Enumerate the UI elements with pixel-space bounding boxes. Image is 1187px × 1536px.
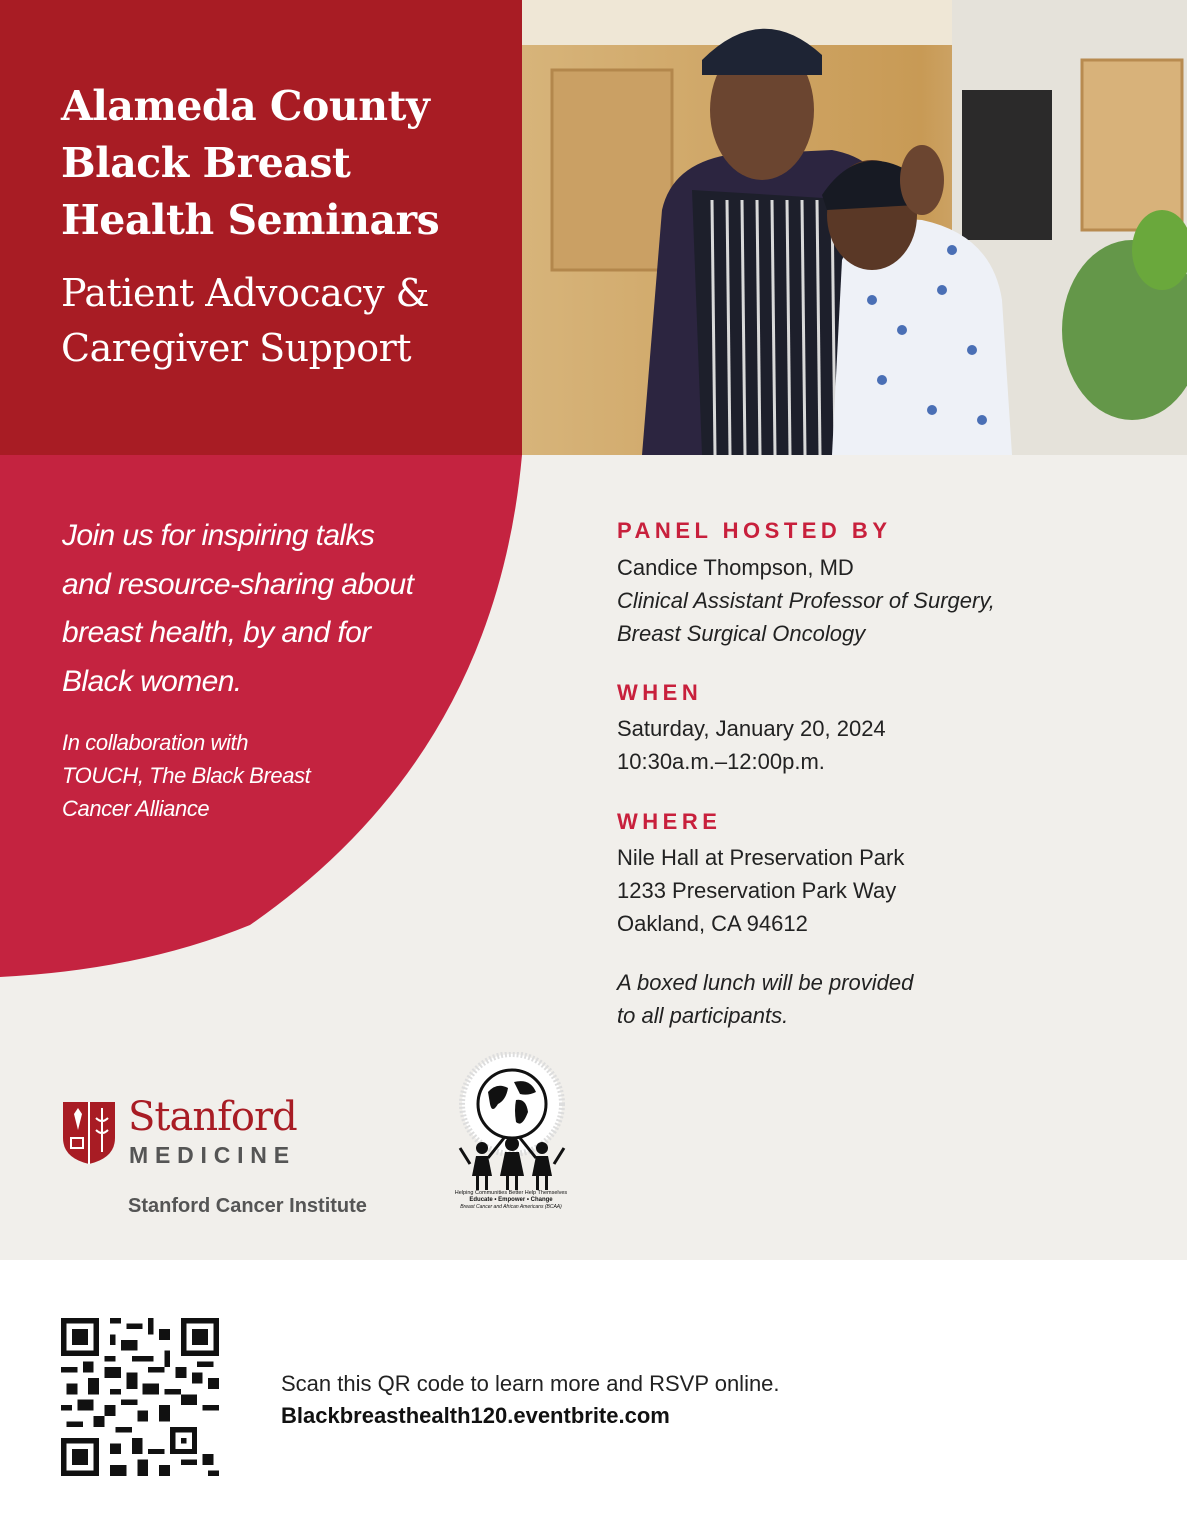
bcaa-tagline: Helping Communities Better Help Themselves Educate • Empower • Change Breast Cancer and African Americans (BCAA) — [454, 1190, 568, 1210]
stanford-cancer-institute: Stanford Cancer Institute — [128, 1195, 367, 1217]
stanford-medicine-text: MEDICINE — [129, 1142, 296, 1168]
event-title: Alameda County Black Breast Health Seminars — [61, 82, 440, 244]
host-info: Candice Thompson, MD Clinical Assistant Professor of Surgery, Breast Surgical Oncology — [617, 551, 1157, 650]
intro-text: Join us for inspiring talks and resource-sharing about breast health, by and for Black women. — [62, 519, 414, 698]
venue-name: Nile Hall at Preservation Park — [617, 845, 905, 870]
lunch-note: A boxed lunch will be provided to all participants. — [617, 970, 914, 1028]
venue-street: 1233 Preservation Park Way — [617, 878, 897, 903]
where-info — [617, 841, 1157, 940]
event-time: 10:30a.m.–12:00p.m. — [617, 749, 825, 774]
event-subtitle: Patient Advocacy & Caregiver Support — [61, 271, 429, 370]
event-date: Saturday, January 20, 2024 — [617, 716, 886, 741]
host-name: Candice Thompson, MD — [617, 555, 854, 580]
host-label: PANEL HOSTED BY — [617, 518, 892, 543]
rsvp-link[interactable]: Blackbreasthealth120.eventbrite.com — [281, 1403, 670, 1428]
venue-city: Oakland, CA 94612 — [617, 911, 808, 936]
when-label: WHEN — [617, 680, 703, 705]
where-label: WHERE — [617, 809, 722, 834]
stanford-logo-text: Stanford — [128, 1094, 297, 1140]
when-info — [617, 712, 1157, 778]
stanford-shield-icon — [62, 1100, 116, 1166]
hero-photo — [522, 0, 1187, 455]
qr-instructions: Scan this QR code to learn more and RSVP online. — [281, 1371, 780, 1396]
rsvp-qr-code[interactable] — [61, 1318, 219, 1476]
collaboration-note: In collaboration with TOUCH, The Black Breast Cancer Alliance — [62, 730, 311, 821]
